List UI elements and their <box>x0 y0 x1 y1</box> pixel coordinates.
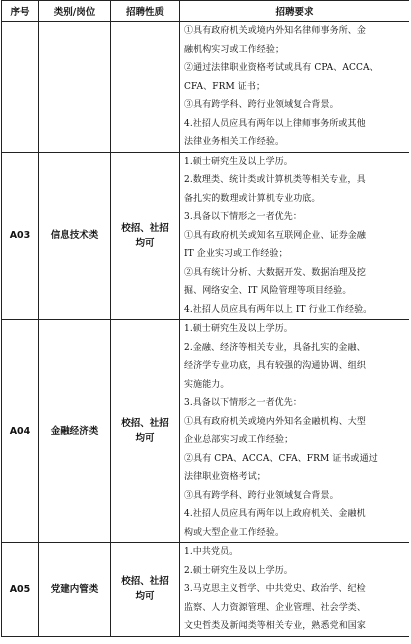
row-category <box>39 22 111 153</box>
table-row <box>2 320 410 543</box>
requirement-line: 2.金融、经济等相关专业，具备扎实的金融、 <box>184 342 366 353</box>
table-row <box>2 152 410 320</box>
requirement-line: 构或大型企业工作经验。 <box>184 527 285 538</box>
requirement-line: 融机构实习或工作经验； <box>184 44 285 55</box>
requirement-line: 企业总部实习或工作经验； <box>184 435 294 445</box>
requirement-line: ②具有 CPA、ACCA、CFA、FRM 证书或通过 <box>184 453 378 464</box>
requirement-line: ②通过法律职业资格考试或具有 CPA、ACCA、 <box>184 63 379 73</box>
requirement-line: 掘、网络安全、IT 风险管理等项目经验。 <box>184 286 352 296</box>
requirement-line: IT 企业实习或工作经验； <box>184 249 288 259</box>
header-category: 类别/岗位 <box>39 1 111 22</box>
header-requirements: 招聘要求 <box>180 1 410 22</box>
row-recruit-type: 校招、社招均可 <box>111 543 180 637</box>
requirement-line: 3.马克思主义哲学、中共党史、政治学、纪检 <box>184 584 366 594</box>
requirement-line: CFA、FRM 证书； <box>184 81 266 92</box>
table-header-row <box>2 1 410 22</box>
row-requirements <box>180 320 410 543</box>
row-category: 党建内管类 <box>39 543 111 637</box>
requirement-line: 1.硕士研究生及以上学历。 <box>184 324 293 334</box>
recruitment-table-page <box>1 0 409 644</box>
requirement-line: 4.社招人员应具有两年以上律师事务所或其他 <box>184 118 366 129</box>
row-recruit-type: 校招、社招均可 <box>111 320 180 543</box>
requirement-line: ③具有跨学科、跨行业领域复合背景。 <box>184 490 339 501</box>
row-category: 信息技术类 <box>39 152 111 320</box>
requirement-line: 1.中共党员。 <box>184 547 239 557</box>
requirement-line: 实施能力。 <box>184 379 230 390</box>
requirement-line: 文史哲类及新闻类等相关专业，熟悉党和国家 <box>184 621 367 631</box>
requirement-line: 监察、人力资源管理、企业管理、社会学类、 <box>184 602 367 613</box>
requirement-line: 4.社招人员应具有两年以上政府机关、金融机 <box>184 509 366 519</box>
requirement-line: 3.具备以下情形之一者优先： <box>184 212 302 222</box>
recruitment-table <box>1 0 409 637</box>
row-recruit-type: 校招、社招均可 <box>111 152 180 320</box>
header-recruit-type: 招聘性质 <box>111 1 180 22</box>
requirement-line: ①具有政府机关或境内外知名律师事务所、金 <box>184 26 367 36</box>
requirement-line: 4.社招人员应具有两年以上 IT 行业工作经验。 <box>184 304 373 315</box>
requirement-line: ②具有统计分析、大数据开发、数据治理及挖 <box>184 267 367 278</box>
requirement-line: 3.具备以下情形之一者优先： <box>184 398 302 408</box>
requirement-line: ①具有政府机关或知名互联网企业、证券金融 <box>184 230 367 241</box>
requirement-line: 法律业务相关工作经验。 <box>184 137 285 147</box>
table-row <box>2 543 410 637</box>
row-recruit-type <box>111 22 180 153</box>
requirement-line: ③具有跨学科、跨行业领域复合背景。 <box>184 100 339 110</box>
row-requirements <box>180 152 410 320</box>
requirement-line: 经济学专业功底，具有较强的沟通协调、组织 <box>184 361 367 371</box>
requirement-line: 备扎实的数理或计算机专业功底。 <box>184 193 321 204</box>
header-serial: 序号 <box>2 1 39 22</box>
requirement-line: 2.硕士研究生及以上学历。 <box>184 565 293 576</box>
table-row <box>2 22 410 153</box>
row-code: A05 <box>2 543 39 637</box>
requirement-line: 法律职业资格考试； <box>184 472 266 482</box>
row-requirements <box>180 543 410 637</box>
requirement-line: 2.数理类、统计类或计算机类等相关专业，具 <box>184 175 366 185</box>
row-code: A04 <box>2 320 39 543</box>
requirement-line: ①具有政府机关或境内外知名金融机构、大型 <box>184 416 367 427</box>
row-code <box>2 22 39 153</box>
row-code: A03 <box>2 152 39 320</box>
requirement-line: 1.硕士研究生及以上学历。 <box>184 156 293 167</box>
row-requirements <box>180 22 410 153</box>
row-category: 金融经济类 <box>39 320 111 543</box>
